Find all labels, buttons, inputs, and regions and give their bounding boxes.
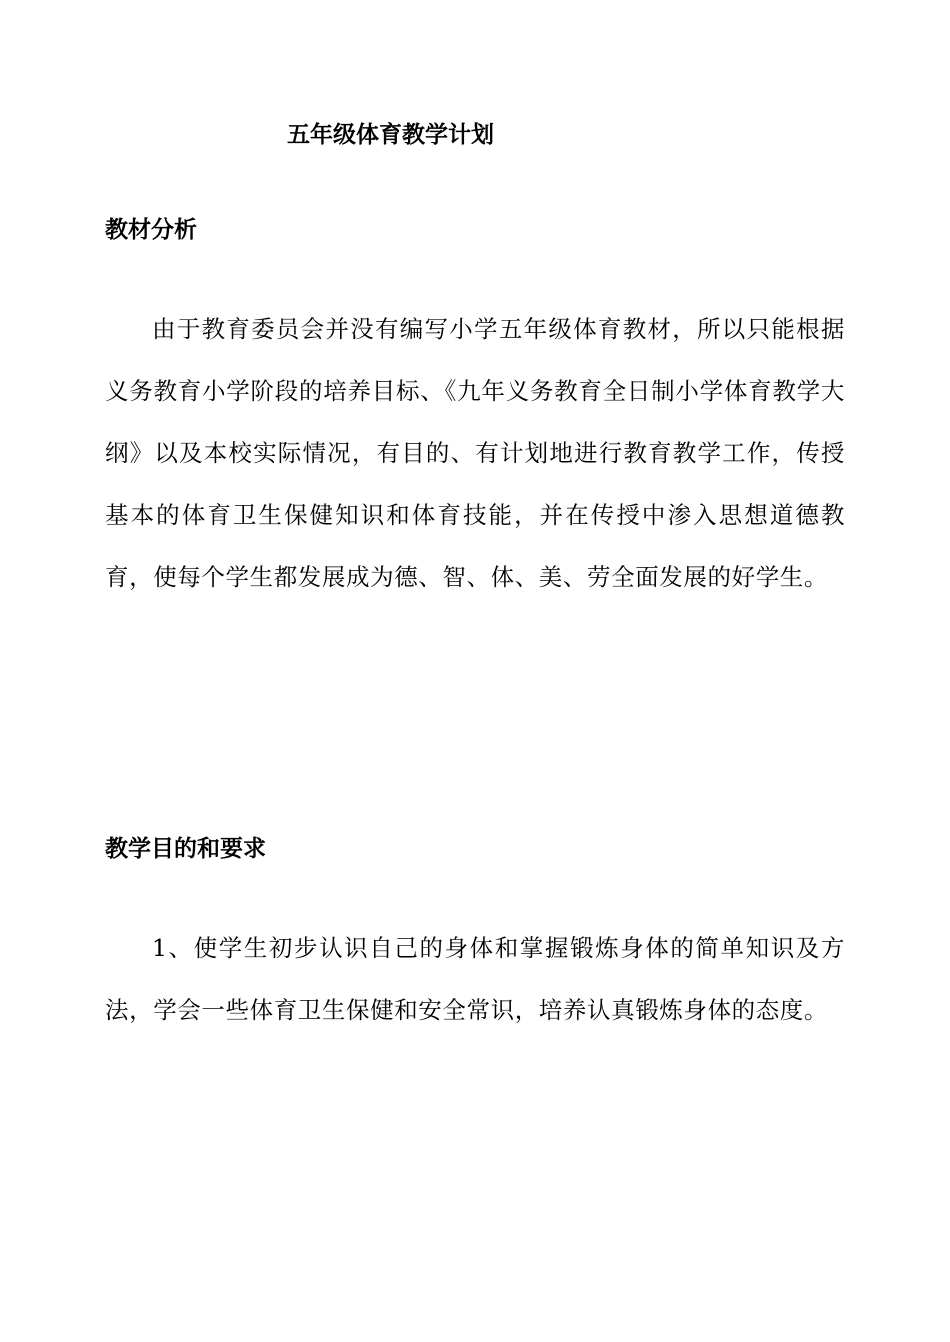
paragraph-teaching-goals: 1、使学生初步认识自己的身体和掌握锻炼身体的简单知识及方法，学会一些体育卫生保健和安全常识，培养认真锻炼身体的态度。 xyxy=(105,934,845,1024)
paragraph-textbook-analysis: 由于教育委员会并没有编写小学五年级体育教材，所以只能根据义务教育小学阶段的培养目标、《九年义务教育全日制小学体育教学大纲》以及本校实际情况，有目的、有计划地进行教育教学工作，传授基本的体育卫生保健知识和体育技能，并在传授中渗入思想道德教育，使每个学生都发展成为德、智、体、美、劳全面发展的好学生。 xyxy=(105,315,845,591)
section-heading-textbook-analysis: 教材分析 xyxy=(105,217,197,243)
document-title: 五年级体育教学计划 xyxy=(287,122,494,148)
section-heading-teaching-goals: 教学目的和要求 xyxy=(105,836,266,862)
